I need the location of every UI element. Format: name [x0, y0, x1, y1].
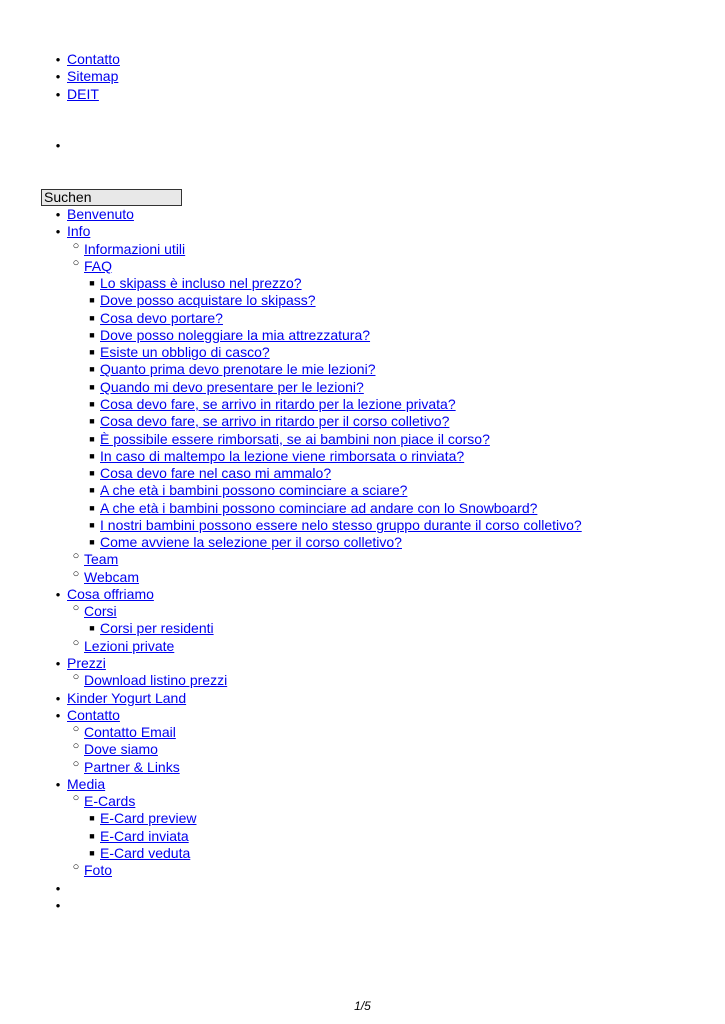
- menu-link[interactable]: Informazioni utili: [84, 240, 186, 257]
- bullet-circle-icon: ○: [72, 256, 80, 269]
- bullet-circle-icon: ○: [72, 671, 80, 684]
- menu-item-level-3: [0, 810, 725, 827]
- menu-item-level-3: [0, 379, 725, 396]
- menu-link[interactable]: Partner & Links: [84, 758, 180, 775]
- bullet-circle-icon: ○: [72, 723, 80, 736]
- top-nav-item: [0, 68, 725, 85]
- menu-link[interactable]: Team: [84, 551, 119, 568]
- menu-link[interactable]: Corsi: [84, 603, 117, 620]
- bullet-circle-icon: ○: [72, 602, 80, 615]
- menu-link[interactable]: Quanto prima devo prenotare le mie lezioni?: [100, 361, 376, 378]
- menu-item-level-2: [0, 793, 725, 810]
- menu-link[interactable]: FAQ: [84, 257, 113, 274]
- menu-item-level-2: [0, 551, 725, 568]
- menu-item-level-3: [0, 534, 725, 551]
- bullet-square-icon: ■: [89, 416, 95, 427]
- menu-item-level-3: [0, 620, 725, 637]
- bullet-disc-icon: •: [55, 224, 61, 240]
- menu-link[interactable]: Dove siamo: [84, 741, 158, 758]
- menu-link[interactable]: Prezzi: [67, 655, 106, 672]
- bullet-square-icon: ■: [89, 623, 95, 634]
- bullet-circle-icon: ○: [72, 792, 80, 805]
- menu-item-level-3: [0, 292, 725, 309]
- bullet-circle-icon: ○: [72, 567, 80, 580]
- menu-item-level-3: [0, 500, 725, 517]
- bullet-circle-icon: ○: [72, 550, 80, 563]
- menu-link[interactable]: Benvenuto: [67, 206, 134, 222]
- bullet-square-icon: ■: [89, 468, 95, 479]
- menu-item-level-3: [0, 517, 725, 534]
- bullet-disc-icon: •: [55, 586, 61, 602]
- menu-item-level-1: [0, 586, 725, 603]
- menu-item-level-1: [0, 880, 725, 897]
- top-nav-link-language[interactable]: DEIT: [67, 86, 99, 102]
- bullet-square-icon: ■: [89, 847, 95, 858]
- menu-link[interactable]: E-Cards: [84, 793, 136, 810]
- top-nav-item: [0, 51, 725, 68]
- menu-link[interactable]: Info: [67, 223, 91, 240]
- menu-link[interactable]: A che età i bambini possono cominciare ad andare con lo Snowboard?: [100, 499, 538, 516]
- bullet-disc-icon: •: [55, 776, 61, 792]
- bullet-circle-icon: ○: [72, 757, 80, 770]
- menu-link[interactable]: Quando mi devo presentare per le lezioni?: [100, 378, 364, 395]
- menu-link[interactable]: E-Card preview: [100, 810, 197, 827]
- bullet-square-icon: ■: [89, 398, 95, 409]
- page-number: 1/5: [354, 999, 371, 1013]
- bullet-square-icon: ■: [89, 830, 95, 841]
- bullet-disc-icon: •: [55, 690, 61, 706]
- top-nav-empty-item: [0, 137, 725, 154]
- menu-item-level-3: [0, 431, 725, 448]
- menu-link[interactable]: E-Card veduta: [100, 844, 191, 861]
- bullet-disc-icon: •: [55, 880, 61, 896]
- bullet-square-icon: ■: [89, 381, 95, 392]
- menu-item-level-2: [0, 569, 725, 586]
- menu-item-level-3: [0, 396, 725, 413]
- menu-link[interactable]: Contatto: [67, 706, 120, 723]
- menu-item-level-3: [0, 845, 725, 862]
- menu-link[interactable]: A che età i bambini possono cominciare a sciare?: [100, 482, 408, 499]
- menu-item-level-1: [0, 655, 725, 672]
- menu-link[interactable]: E-Card inviata: [100, 827, 189, 844]
- menu-link[interactable]: Esiste un obbligo di casco?: [100, 344, 270, 361]
- menu-item-level-2: [0, 759, 725, 776]
- menu-item-level-2: [0, 241, 725, 258]
- menu-item-level-1: [0, 776, 725, 793]
- bullet-square-icon: ■: [89, 364, 95, 375]
- menu-item-level-3: [0, 275, 725, 292]
- top-nav-item: [0, 86, 725, 103]
- menu-link[interactable]: Lezioni private: [84, 637, 175, 654]
- bullet-circle-icon: ○: [72, 740, 80, 753]
- menu-item-level-3: [0, 465, 725, 482]
- menu-link[interactable]: Lo skipass è incluso nel prezzo?: [100, 275, 302, 292]
- bullet-disc-icon: •: [55, 707, 61, 723]
- menu-item-level-2: [0, 603, 725, 620]
- menu-link[interactable]: Cosa devo fare, se arrivo in ritardo per la lezione privata?: [100, 395, 456, 412]
- menu-link[interactable]: Cosa devo portare?: [100, 309, 223, 326]
- bullet-square-icon: ■: [89, 295, 95, 306]
- menu-link[interactable]: Cosa devo fare, se arrivo in ritardo per il corso colletivo?: [100, 413, 450, 430]
- menu-item-level-2: [0, 724, 725, 741]
- menu-item-level-1: [0, 206, 725, 223]
- menu-link[interactable]: Dove posso noleggiare la mia attrezzatura?: [100, 326, 371, 343]
- bullet-circle-icon: ○: [72, 636, 80, 649]
- menu-item-level-2: [0, 638, 725, 655]
- bullet-disc-icon: •: [55, 138, 61, 153]
- menu-item-level-2: [0, 862, 725, 879]
- menu-item-level-3: [0, 344, 725, 361]
- menu-link[interactable]: Dove posso acquistare lo skipass?: [100, 292, 316, 309]
- menu-link[interactable]: Foto: [84, 862, 113, 879]
- bullet-square-icon: ■: [89, 278, 95, 289]
- menu-item-level-3: [0, 482, 725, 499]
- menu-item-level-3: [0, 828, 725, 845]
- bullet-square-icon: ■: [89, 347, 95, 358]
- bullet-square-icon: ■: [89, 312, 95, 323]
- menu-item-level-2: [0, 672, 725, 689]
- top-nav-link-sitemap[interactable]: Sitemap: [67, 68, 119, 84]
- menu-link[interactable]: È possibile essere rimborsati, se ai bambini non piace il corso?: [100, 430, 490, 447]
- menu-item-level-1: [0, 690, 725, 707]
- bullet-square-icon: ■: [89, 329, 95, 340]
- menu-item-level-3: [0, 448, 725, 465]
- bullet-circle-icon: ○: [72, 861, 80, 874]
- menu-link[interactable]: In caso di maltempo la lezione viene rimborsata o rinviata?: [100, 447, 465, 464]
- bullet-square-icon: ■: [89, 813, 95, 824]
- top-nav-link-contatto[interactable]: Contatto: [67, 51, 120, 67]
- menu-item-level-1: [0, 897, 725, 914]
- bullet-disc-icon: •: [55, 69, 61, 84]
- bullet-disc-icon: •: [55, 897, 61, 913]
- menu-item-level-3: [0, 413, 725, 430]
- bullet-disc-icon: •: [55, 87, 61, 102]
- menu-item-level-2: [0, 741, 725, 758]
- bullet-square-icon: ■: [89, 433, 95, 444]
- bullet-disc-icon: •: [55, 656, 61, 672]
- bullet-square-icon: ■: [89, 519, 95, 530]
- menu-link[interactable]: Download listino prezzi: [84, 672, 228, 689]
- menu-item-level-3: [0, 361, 725, 378]
- menu-item-level-3: [0, 327, 725, 344]
- bullet-disc-icon: •: [55, 207, 61, 222]
- bullet-circle-icon: ○: [72, 239, 80, 252]
- menu-link[interactable]: Contatto Email: [84, 724, 176, 741]
- menu-link[interactable]: Cosa devo fare nel caso mi ammalo?: [100, 465, 332, 482]
- menu-link[interactable]: Come avviene la selezione per il corso colletivo?: [100, 534, 402, 551]
- menu-link[interactable]: Media: [67, 775, 106, 792]
- search-input[interactable]: Suchen: [41, 189, 182, 206]
- bullet-square-icon: ■: [89, 502, 95, 513]
- menu-link[interactable]: Webcam: [84, 568, 139, 585]
- menu-link[interactable]: Corsi per residenti: [100, 620, 214, 637]
- bullet-square-icon: ■: [89, 537, 95, 548]
- menu-link[interactable]: Kinder Yogurt Land: [67, 689, 187, 706]
- menu-link[interactable]: I nostri bambini possono essere nelo stesso gruppo durante il corso colletivo?: [100, 516, 582, 533]
- menu-link[interactable]: Cosa offriamo: [67, 585, 154, 602]
- bullet-disc-icon: •: [55, 52, 61, 67]
- menu-item-level-1: [0, 707, 725, 724]
- menu-item-level-2: [0, 258, 725, 275]
- bullet-square-icon: ■: [89, 485, 95, 496]
- bullet-square-icon: ■: [89, 450, 95, 461]
- menu-item-level-1: [0, 223, 725, 240]
- menu-item-level-3: [0, 310, 725, 327]
